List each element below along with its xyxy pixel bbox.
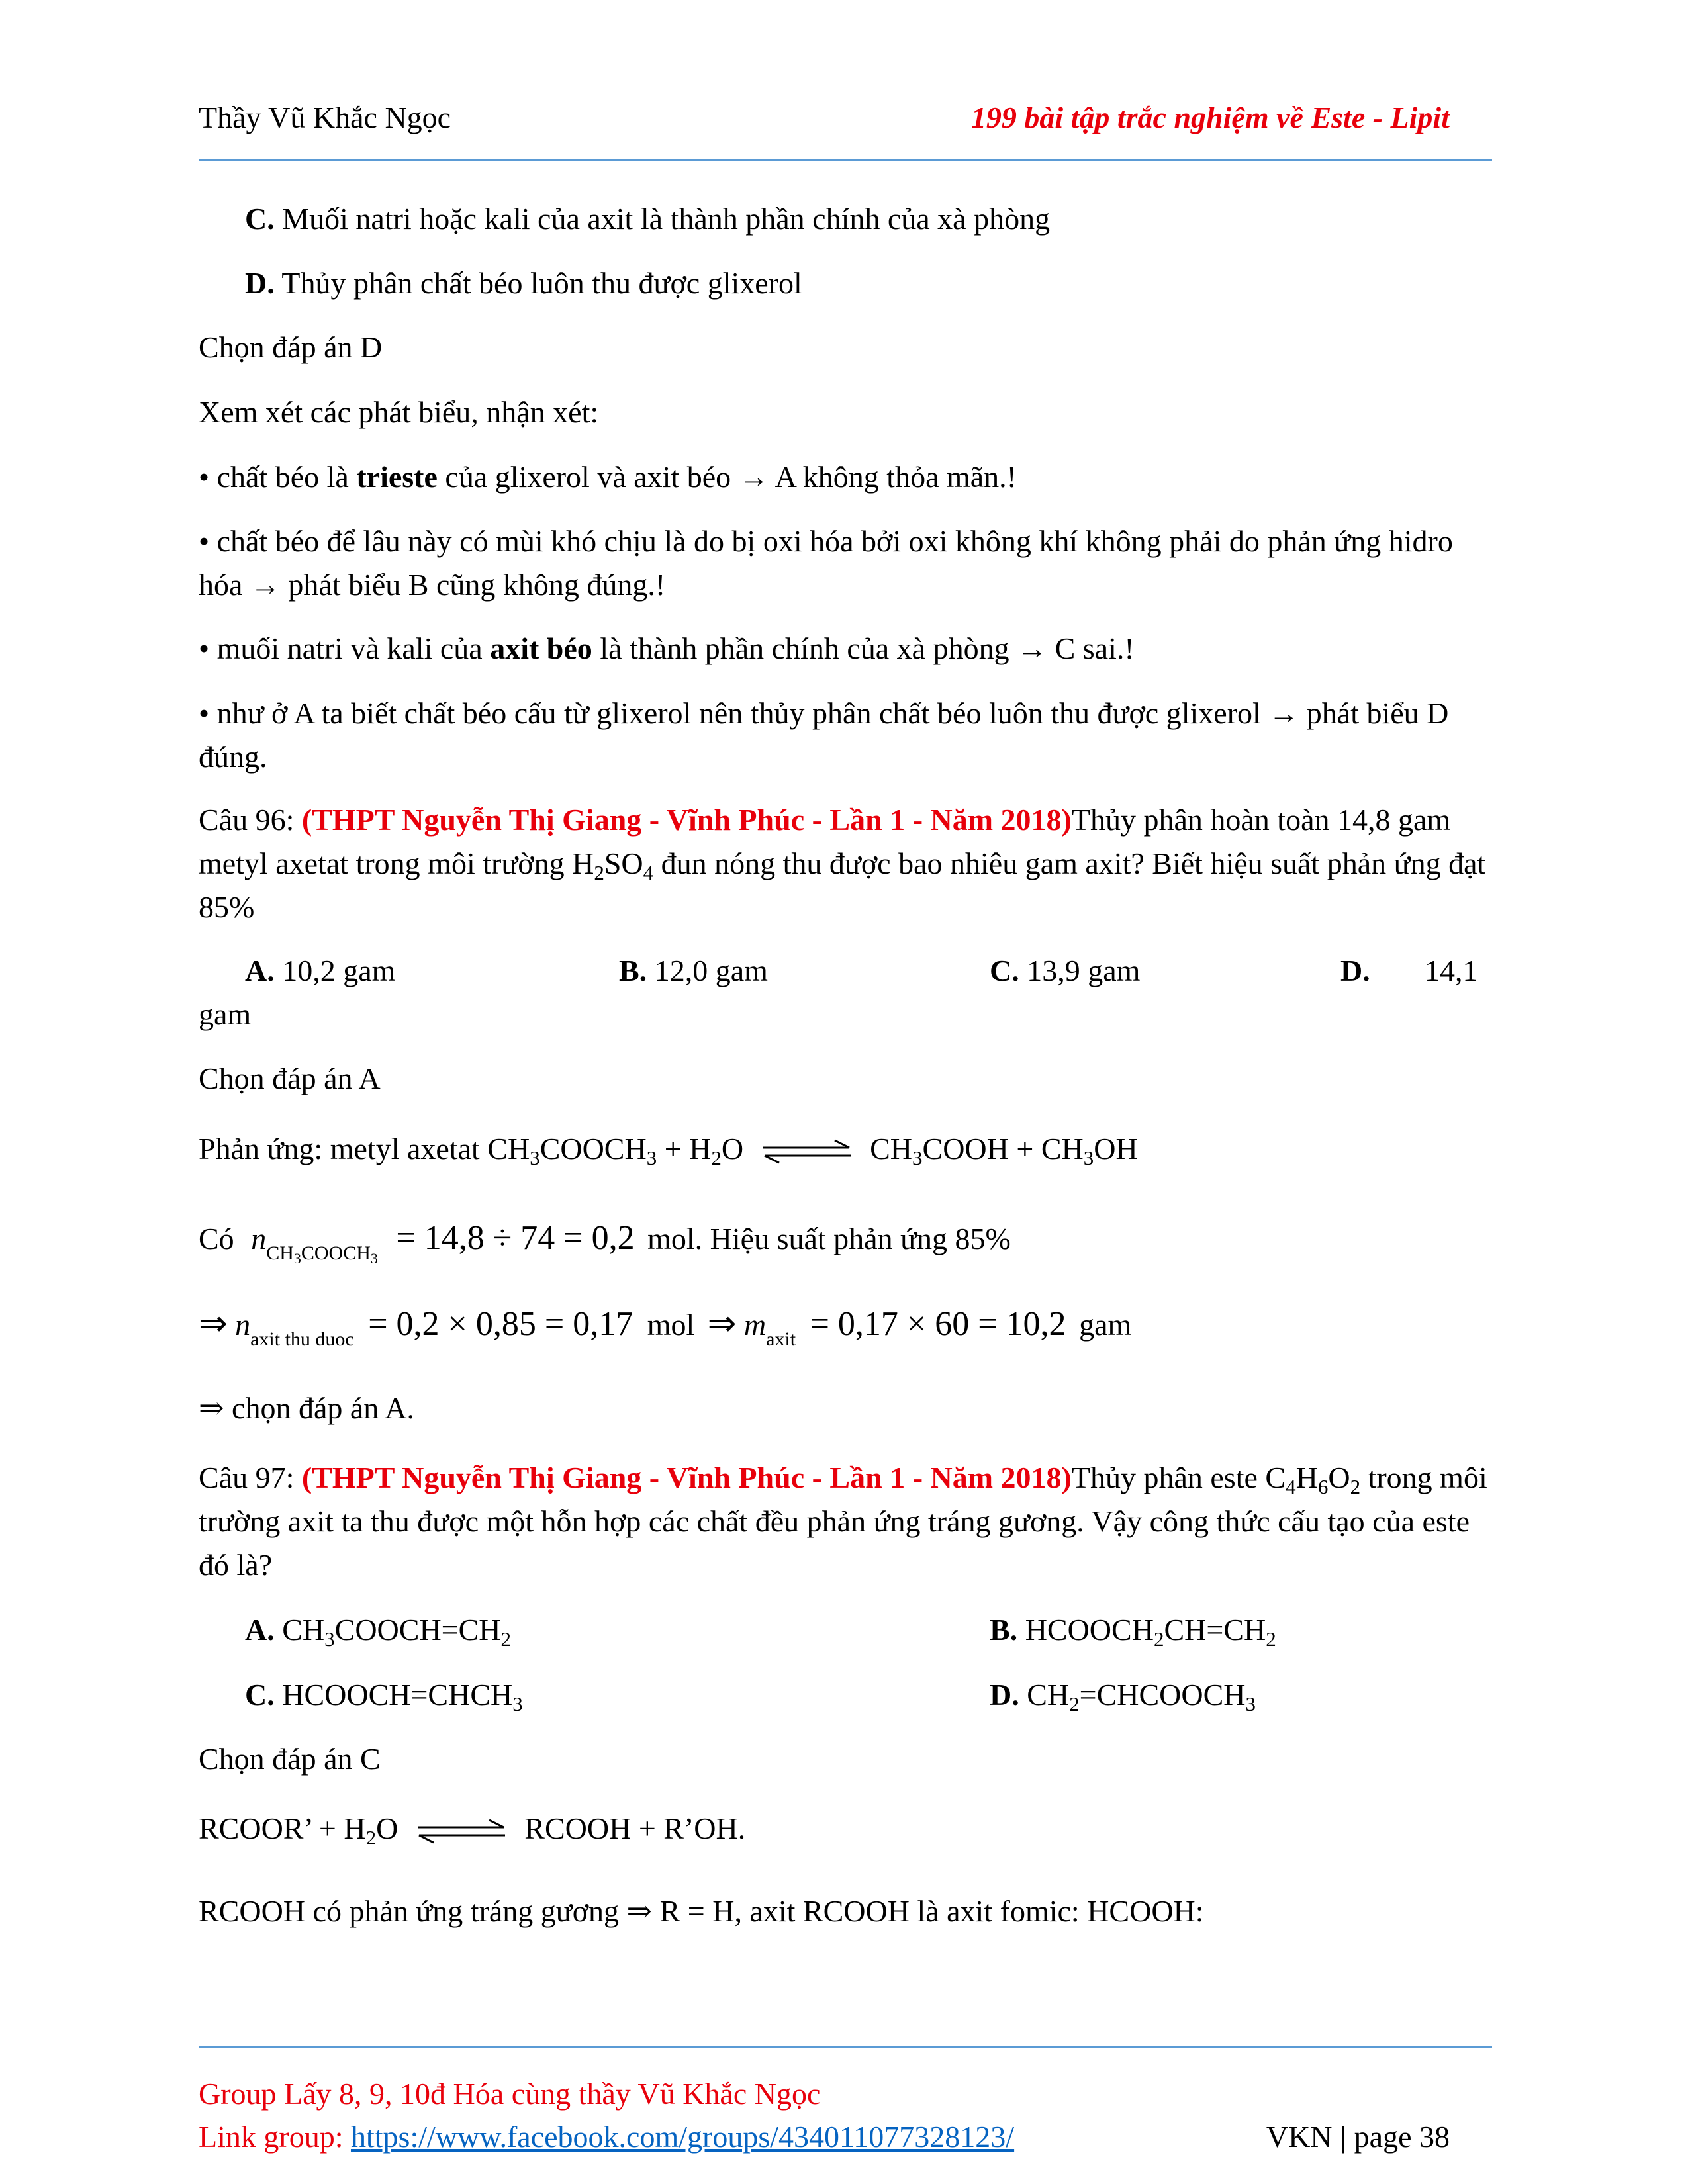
q96-option-a: A. 10,2 gam <box>245 954 396 987</box>
q97-option-c: C. $HCOOCH=CHCH_3$ <box>245 1678 523 1715</box>
q96-source: (THPT Nguyễn Thị Giang - Vĩnh Phúc - Lần 1 - Năm 2018) <box>301 803 1072 837</box>
q96-option-c: C. 13,9 gam <box>990 954 1141 987</box>
q96-reaction: Phản ứng: metyl axetat $CH_3COOCH_3 + H_2O$ $CH_3COOH + CH_3OH$ <box>199 1132 1138 1169</box>
q96-calc-1: Có $n_{CH_3COOCH_3} = 14,8 \div 74 = 0,2$ mol. Hiệu suất phản ứng 85% <box>199 1219 1011 1267</box>
q97-option-b: B. $HCOOCH_2CH=CH_2$ <box>990 1613 1276 1651</box>
header-title: 199 bài tập trắc nghiệm về Este - Lipit <box>970 101 1450 134</box>
q97-reaction <box>199 1807 1496 1850</box>
q96-calc-2: ⇒ $n_{axit thu duoc} = 0,2 \times 0,85 = 0,17$ mol ⇒ $m_{axit} = 0,17 \times 60 = 10,2$ gam <box>199 1305 1132 1350</box>
q95-intro: Xem xét các phát biểu, nhận xét: <box>199 395 599 429</box>
q97-option-d: D. $CH_2=CHCOOCH_3$ <box>990 1678 1256 1715</box>
q95-answer: Chọn đáp án D <box>199 330 383 364</box>
equilibrium-arrow-icon <box>761 1138 853 1165</box>
q95-bullet-2: • chất béo để lâu này có mùi khó chịu là do bị oxi hóa bởi oxi không khí không phải do phản ứng hidro hóa → phát biểu B cũng không đúng.! <box>199 524 1453 602</box>
q96-label: Câu 96: <box>199 803 302 837</box>
q96-option-d-wrap: gam <box>199 997 252 1031</box>
q96-conclusion: ⇒ chọn đáp án A. <box>199 1391 414 1425</box>
equilibrium-arrow-icon <box>415 1818 508 1844</box>
q97-label: Câu 97: <box>199 1461 302 1494</box>
q97-answer: Chọn đáp án C <box>199 1742 381 1776</box>
q96-answer: Chọn đáp án A <box>199 1062 381 1095</box>
q95-bullet-4: • như ở A ta biết chất béo cấu từ glixerol nên thủy phân chất béo luôn thu được glixerol → phát biểu D đúng. <box>199 696 1449 774</box>
q97-source: (THPT Nguyễn Thị Giang - Vĩnh Phúc - Lần 1 - Năm 2018) <box>301 1461 1072 1494</box>
q96-reaction-left: $CH_3COOCH_3 + H_2O$ <box>487 1132 744 1169</box>
q97-stem: Câu 97: (THPT Nguyễn Thị Giang - Vĩnh Phúc - Lần 1 - Năm 2018)Thủy phân este $C_4H_6O_2$ trong môi trường axit ta thu được một hỗn hợp các chất đều phản ứng tráng gương. Vậy công thức cấu tạo của este đó là? <box>199 1461 1487 1582</box>
q95-bullet-1: • chất béo là trieste của glixerol và axit béo → A không thỏa mãn.! <box>199 460 1017 494</box>
q97-reaction-left: RCOOR’ + $H_2O$ <box>199 1811 399 1849</box>
header-author: Thầy Vũ Khắc Ngọc <box>199 101 451 134</box>
q97-final: RCOOH có phản ứng tráng gương ⇒ R = H, axit RCOOH là axit fomic: HCOOH: <box>199 1894 1204 1928</box>
q96-option-d-label: D. <box>1340 954 1370 987</box>
q96-option-b: B. 12,0 gam <box>619 954 768 987</box>
footer-rule <box>199 2046 1492 2048</box>
header-rule <box>199 159 1492 161</box>
q95-option-d: D. Thủy phân chất béo luôn thu được glixerol <box>245 266 802 300</box>
page-number: VKN | page 38 <box>1266 2120 1450 2154</box>
footer-link-line: Link group: https://www.facebook.com/groups/434011077328123/ <box>199 2120 1015 2154</box>
q96-option-d-text: 14,1 <box>1425 954 1478 987</box>
q96-reaction-right: $CH_3COOH + CH_3OH$ <box>870 1132 1138 1169</box>
footer-group: Group Lấy 8, 9, 10đ Hóa cùng thầy Vũ Khắc Ngọc <box>199 2077 821 2111</box>
q97-option-a: A. $CH_3COOCH=CH_2$ <box>245 1613 512 1651</box>
group-link[interactable]: https://www.facebook.com/groups/434011077328123/ <box>350 2120 1015 2154</box>
q95-bullet-3: • muối natri và kali của axit béo là thành phần chính của xà phòng → C sai.! <box>199 631 1135 665</box>
q96-stem: Câu 96: (THPT Nguyễn Thị Giang - Vĩnh Phúc - Lần 1 - Năm 2018)Thủy phân hoàn toàn 14,8 gam metyl axetat trong môi trường $H_2SO_4$ đun nóng thu được bao nhiêu gam axit? Biết hiệu suất phản ứng đạt 85% <box>199 803 1486 924</box>
q97-reaction-right: RCOOH + R’OH. <box>524 1811 746 1845</box>
q95-option-c: C. Muối natri hoặc kali của axit là thành phần chính của xà phòng <box>245 202 1051 236</box>
